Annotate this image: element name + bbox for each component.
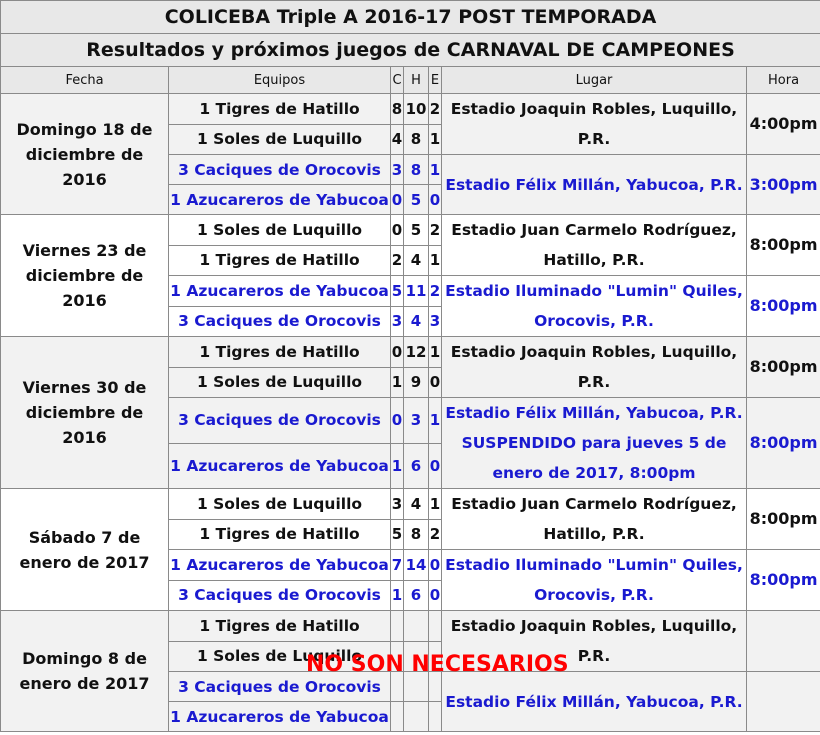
score-e: 0 <box>429 367 442 398</box>
score-h: 5 <box>404 185 429 215</box>
score-h: 4 <box>404 489 429 520</box>
hora-cell: 8:00pm <box>747 215 820 276</box>
score-c: 1 <box>391 367 404 398</box>
lugar-cell: Estadio Iluminado "Lumin" Quiles, Orocovis, P.R. <box>442 550 747 611</box>
team-name: 1 Azucareros de Yabucoa <box>169 276 391 307</box>
hora-cell: 4:00pm <box>747 94 820 155</box>
score-c: 7 <box>391 550 404 581</box>
hora-cell: 3:00pm <box>747 155 820 215</box>
game-row <box>1 337 820 368</box>
team-name: 1 Tigres de Hatillo <box>169 94 391 125</box>
fecha-cell: Viernes 23 de diciembre de 2016 <box>1 215 169 337</box>
team-name: 1 Azucareros de Yabucoa <box>169 550 391 581</box>
hora-cell: 8:00pm <box>747 489 820 550</box>
no-son-necesarios-notice: NO SON NECESARIOS <box>306 652 569 677</box>
hora-cell <box>747 672 820 732</box>
lugar-cell: Estadio Félix Millán, Yabucoa, P.R. <box>442 155 747 215</box>
score-e: 1 <box>429 155 442 185</box>
lugar-cell: Estadio Joaquin Robles, Luquillo, P.R. <box>442 337 747 398</box>
header-fecha: Fecha <box>1 67 169 94</box>
score-e: 1 <box>429 337 442 368</box>
score-h: 11 <box>404 276 429 307</box>
lugar-cell: Estadio Juan Carmelo Rodríguez, Hatillo, P.R. <box>442 489 747 550</box>
score-h: 5 <box>404 215 429 246</box>
score-c: 0 <box>391 185 404 215</box>
score-h: 8 <box>404 155 429 185</box>
score-h: 8 <box>404 124 429 155</box>
header-hits: H <box>404 67 429 94</box>
score-h: 3 <box>404 398 429 444</box>
hora-cell: 8:00pm <box>747 276 820 337</box>
header-errores: E <box>429 67 442 94</box>
score-c: 3 <box>391 489 404 520</box>
score-e: 0 <box>429 185 442 215</box>
score-h: 10 <box>404 94 429 125</box>
score-h: 6 <box>404 580 429 611</box>
score-c: 1 <box>391 443 404 489</box>
score-c: 3 <box>391 306 404 337</box>
game-row <box>1 94 820 125</box>
score-h: 12 <box>404 337 429 368</box>
score-h: 8 <box>404 519 429 550</box>
score-e: 1 <box>429 398 442 444</box>
score-c: 5 <box>391 519 404 550</box>
score-h: 9 <box>404 367 429 398</box>
game-row <box>1 611 820 642</box>
score-e: 1 <box>429 124 442 155</box>
score-c: 8 <box>391 94 404 125</box>
score-e: 0 <box>429 580 442 611</box>
score-c: 5 <box>391 276 404 307</box>
team-name: 3 Caciques de Orocovis <box>169 306 391 337</box>
score-h <box>404 702 429 732</box>
team-name: 3 Caciques de Orocovis <box>169 398 391 444</box>
page-title: COLICEBA Triple A 2016-17 POST TEMPORADA <box>1 1 820 34</box>
score-h <box>404 611 429 642</box>
lugar-cell: Estadio Joaquin Robles, Luquillo, P.R. <box>442 94 747 155</box>
team-name: 1 Azucareros de Yabucoa <box>169 185 391 215</box>
header-lugar: Lugar <box>442 67 747 94</box>
fecha-cell: Domingo 18 de diciembre de 2016 <box>1 94 169 215</box>
score-c: 4 <box>391 124 404 155</box>
lugar-cell: Estadio Félix Millán, Yabucoa, P.R. <box>442 672 747 732</box>
score-c <box>391 702 404 732</box>
score-c: 2 <box>391 245 404 276</box>
score-e: 2 <box>429 519 442 550</box>
score-c: 0 <box>391 398 404 444</box>
team-name: 1 Soles de Luquillo <box>169 489 391 520</box>
score-h: 4 <box>404 306 429 337</box>
score-h: 6 <box>404 443 429 489</box>
team-name: 1 Soles de Luquillo <box>169 215 391 246</box>
score-e: 2 <box>429 215 442 246</box>
team-name: 3 Caciques de Orocovis <box>169 672 391 702</box>
team-name: 1 Tigres de Hatillo <box>169 519 391 550</box>
team-name: 1 Tigres de Hatillo <box>169 337 391 368</box>
score-e: 0 <box>429 443 442 489</box>
team-name: 3 Caciques de Orocovis <box>169 155 391 185</box>
score-c <box>391 611 404 642</box>
score-c: 3 <box>391 155 404 185</box>
hora-cell: 8:00pm <box>747 398 820 489</box>
lugar-cell: Estadio Iluminado "Lumin" Quiles, Orocovis, P.R. <box>442 276 747 337</box>
team-name: 3 Caciques de Orocovis <box>169 580 391 611</box>
fecha-cell: Sábado 7 de enero de 2017 <box>1 489 169 611</box>
hora-cell <box>747 611 820 672</box>
team-name: 1 Soles de Luquillo <box>169 367 391 398</box>
results-body <box>1 94 820 732</box>
team-name: 1 Tigres de Hatillo <box>169 611 391 642</box>
score-e: 2 <box>429 276 442 307</box>
header-carreras: C <box>391 67 404 94</box>
score-e: 3 <box>429 306 442 337</box>
header-equipos: Equipos <box>169 67 391 94</box>
fecha-cell: Domingo 8 de enero de 2017 <box>1 611 169 732</box>
team-name: 1 Tigres de Hatillo <box>169 245 391 276</box>
lugar-cell: Estadio Félix Millán, Yabucoa, P.R. SUSPENDIDO para jueves 5 de enero de 2017, 8:00pm <box>442 398 747 489</box>
fecha-cell: Viernes 30 de diciembre de 2016 <box>1 337 169 489</box>
score-e <box>429 702 442 732</box>
lugar-cell: Estadio Joaquin Robles, Luquillo, P.R. <box>442 611 747 672</box>
score-e <box>429 611 442 642</box>
header-hora: Hora <box>747 67 820 94</box>
lugar-cell: Estadio Juan Carmelo Rodríguez, Hatillo, P.R. <box>442 215 747 276</box>
score-e: 1 <box>429 245 442 276</box>
score-c: 0 <box>391 337 404 368</box>
game-row <box>1 489 820 520</box>
score-e: 1 <box>429 489 442 520</box>
hora-cell: 8:00pm <box>747 550 820 611</box>
score-c: 1 <box>391 580 404 611</box>
score-h: 4 <box>404 245 429 276</box>
score-e: 2 <box>429 94 442 125</box>
hora-cell: 8:00pm <box>747 337 820 398</box>
team-name: 1 Soles de Luquillo <box>169 641 391 672</box>
score-c: 0 <box>391 215 404 246</box>
game-row <box>1 215 820 246</box>
team-name: 1 Azucareros de Yabucoa <box>169 702 391 732</box>
page-subtitle: Resultados y próximos juegos de CARNAVAL DE CAMPEONES <box>1 34 820 67</box>
score-h: 14 <box>404 550 429 581</box>
team-name: 1 Azucareros de Yabucoa <box>169 443 391 489</box>
score-e: 0 <box>429 550 442 581</box>
team-name: 1 Soles de Luquillo <box>169 124 391 155</box>
